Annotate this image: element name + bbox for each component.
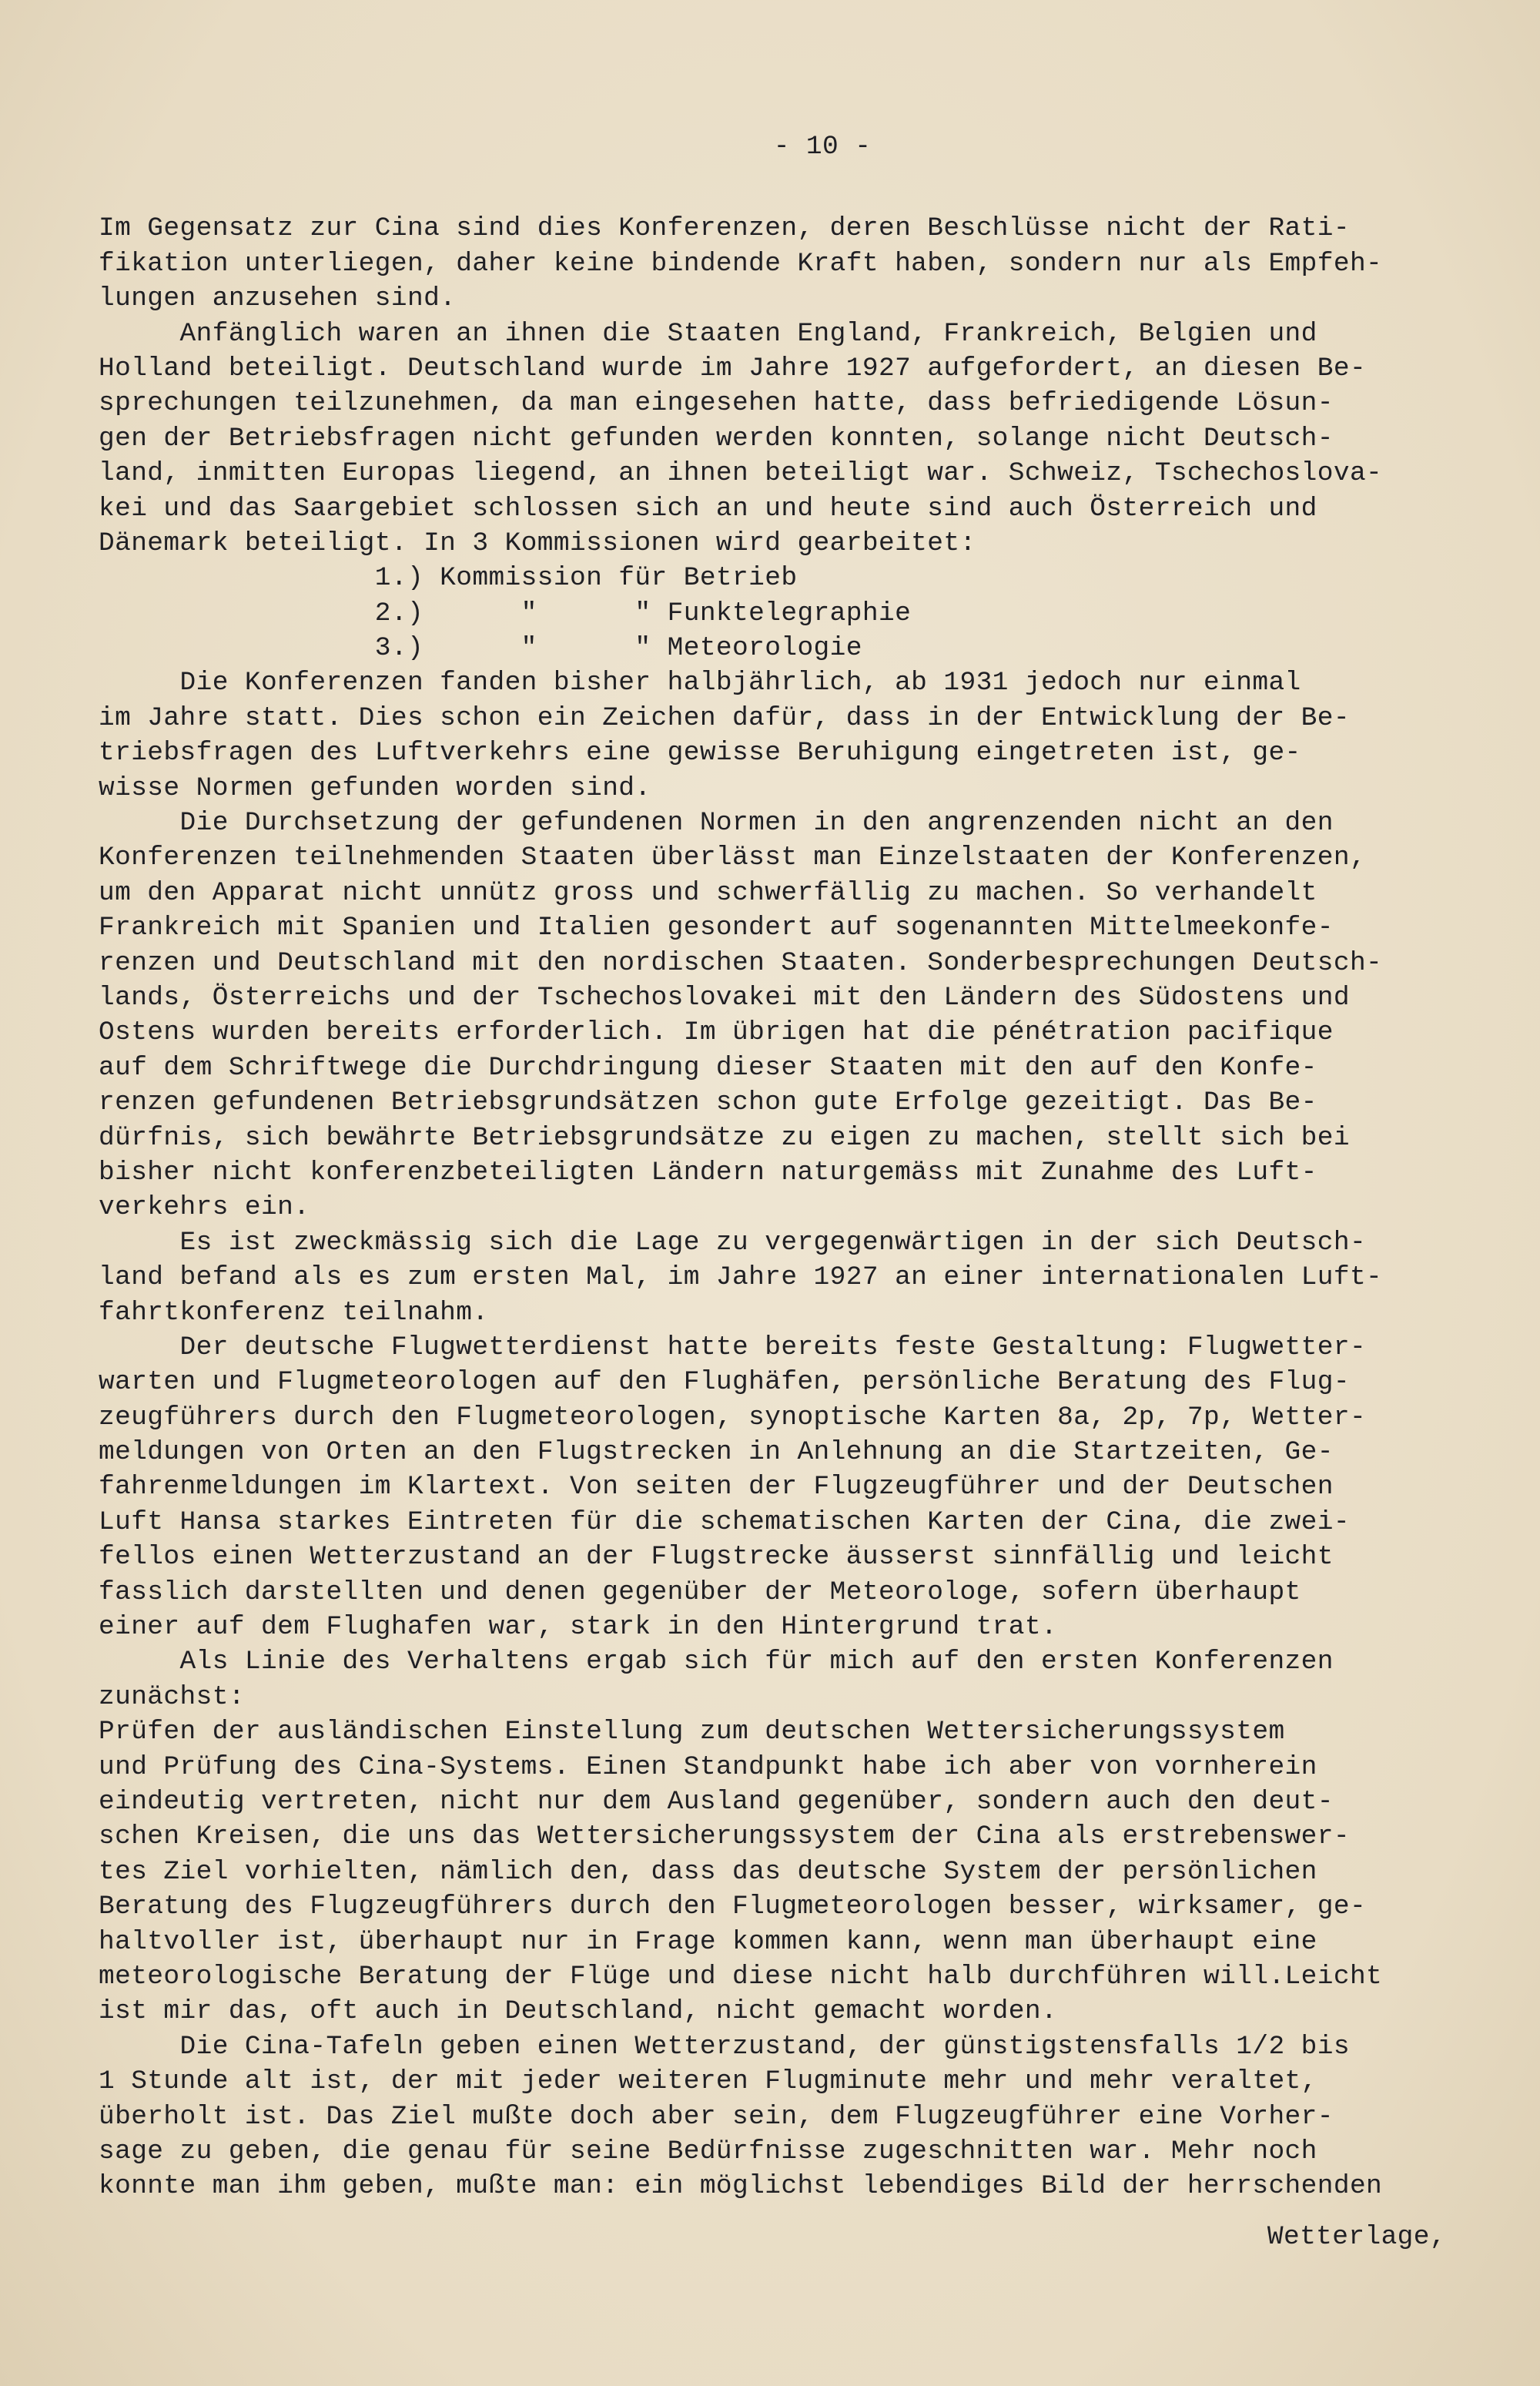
text-line: land befand als es zum ersten Mal, im Jahre 1927 an einer internationalen Luft- (99, 1262, 1383, 1293)
text-line: meldungen von Orten an den Flugstrecken in Anlehnung an die Startzeiten, Ge- (99, 1437, 1334, 1468)
text-line: Dänemark beteiligt. In 3 Kommissionen wird gearbeitet: (99, 528, 976, 558)
body-text (99, 211, 1477, 2203)
text-line: wisse Normen gefunden worden sind. (99, 772, 651, 803)
text-line: Frankreich mit Spanien und Italien gesondert auf sogenannten Mittelmeekonfe- (99, 913, 1334, 943)
text-line: zeugführers durch den Flugmeteorologen, synoptische Karten 8a, 2p, 7p, Wetter- (99, 1402, 1367, 1433)
text-line: fikation unterliegen, daher keine bindende Kraft haben, sondern nur als Empfeh- (99, 248, 1383, 279)
text-line: überholt ist. Das Ziel mußte doch aber sein, dem Flugzeugführer eine Vorher- (99, 2101, 1334, 2132)
text-line: dürfnis, sich bewährte Betriebsgrundsätze zu eigen zu machen, stellt sich bei (99, 1122, 1350, 1153)
text-line: lands, Österreichs und der Tschechoslovakei mit den Ländern des Südostens und (99, 983, 1350, 1013)
text-line: 1 Stunde alt ist, der mit jeder weiteren Flugminute mehr und mehr veraltet, (99, 2066, 1317, 2097)
text-line: einer auf dem Flughafen war, stark in den Hintergrund trat. (99, 1612, 1058, 1643)
text-line: Die Cina-Tafeln geben einen Wetterzustand, der günstigstensfalls 1/2 bis (99, 2031, 1350, 2062)
text-line: auf dem Schriftwege die Durchdringung dieser Staaten mit den auf den Konfe- (99, 1052, 1317, 1083)
text-line: Prüfen der ausländischen Einstellung zum deutschen Wettersicherungssystem (99, 1717, 1285, 1748)
text-line: renzen und Deutschland mit den nordischen Staaten. Sonderbesprechungen Deutsch- (99, 947, 1383, 978)
text-line: zunächst: (99, 1681, 245, 1712)
text-line: ist mir das, oft auch in Deutschland, nicht gemacht worden. (99, 1996, 1058, 2027)
text-line: sprechungen teilzunehmen, da man eingesehen hatte, dass befriedigende Lösun- (99, 388, 1334, 419)
text-line: und Prüfung des Cina-Systems. Einen Standpunkt habe ich aber von vornherein (99, 1751, 1317, 1782)
text-line: 3.) " " Meteorologie (99, 633, 862, 664)
text-line: um den Apparat nicht unnütz gross und schwerfällig zu machen. So verhandelt (99, 877, 1317, 908)
text-line: 1.) Kommission für Betrieb (99, 563, 798, 594)
text-line: Anfänglich waren an ihnen die Staaten England, Frankreich, Belgien und (99, 318, 1317, 349)
text-line: renzen gefundenen Betriebsgrundsätzen schon gute Erfolge gezeitigt. Das Be- (99, 1087, 1317, 1118)
text-line: gen der Betriebsfragen nicht gefunden werden konnten, solange nicht Deutsch- (99, 423, 1334, 454)
text-line: sage zu geben, die genau für seine Bedürfnisse zugeschnitten war. Mehr noch (99, 2136, 1317, 2167)
text-line: fahrtkonferenz teilnahm. (99, 1297, 489, 1328)
page-number: - 10 - (773, 132, 872, 162)
text-line: tes Ziel vorhielten, nämlich den, dass das deutsche System der persönlichen (99, 1856, 1317, 1887)
text-line: Die Konferenzen fanden bisher halbjährlich, ab 1931 jedoch nur einmal (99, 668, 1301, 699)
text-line: Als Linie des Verhaltens ergab sich für mich auf den ersten Konferenzen (99, 1647, 1334, 1677)
text-line: lungen anzusehen sind. (99, 283, 457, 314)
text-line: Konferenzen teilnehmenden Staaten überlässt man Einzelstaaten der Konferenzen, (99, 843, 1367, 873)
text-line: Die Durchsetzung der gefundenen Normen in den angrenzenden nicht an den (99, 808, 1334, 839)
text-line: kei und das Saargebiet schlossen sich an und heute sind auch Österreich und (99, 493, 1317, 524)
text-line: im Jahre statt. Dies schon ein Zeichen dafür, dass in der Entwicklung der Be- (99, 702, 1350, 733)
catchword: Wetterlage, (1267, 2221, 1446, 2252)
text-line: haltvoller ist, überhaupt nur in Frage kommen kann, wenn man überhaupt eine (99, 1926, 1317, 1957)
text-line: Ostens wurden bereits erforderlich. Im übrigen hat die pénétration pacifique (99, 1017, 1334, 1048)
text-line: fellos einen Wetterzustand an der Flugstrecke äusserst sinnfällig und leicht (99, 1542, 1334, 1573)
text-line: fahrenmeldungen im Klartext. Von seiten der Flugzeugführer und der Deutschen (99, 1472, 1334, 1503)
text-line: bisher nicht konferenzbeteiligten Ländern naturgemäss mit Zunahme des Luft- (99, 1157, 1317, 1188)
text-line: land, inmitten Europas liegend, an ihnen beteiligt war. Schweiz, Tschechoslova- (99, 458, 1383, 489)
text-line: eindeutig vertreten, nicht nur dem Ausland gegenüber, sondern auch den deut- (99, 1786, 1334, 1817)
text-line: fasslich darstellten und denen gegenüber der Meteorologe, sofern überhaupt (99, 1577, 1301, 1607)
text-line: Im Gegensatz zur Cina sind dies Konferenzen, deren Beschlüsse nicht der Rati- (99, 213, 1350, 244)
typewritten-text-block (99, 123, 1477, 2254)
text-line: schen Kreisen, die uns das Wettersicherungssystem der Cina als erstrebenswer- (99, 1821, 1350, 1852)
text-line: Es ist zweckmässig sich die Lage zu vergegenwärtigen in der sich Deutsch- (99, 1227, 1367, 1258)
text-line: verkehrs ein. (99, 1192, 310, 1223)
text-line: triebsfragen des Luftverkehrs eine gewisse Beruhigung eingetreten ist, ge- (99, 738, 1301, 769)
text-line: Der deutsche Flugwetterdienst hatte bereits feste Gestaltung: Flugwetter- (99, 1332, 1367, 1362)
text-line: 2.) " " Funktelegraphie (99, 598, 912, 628)
text-line: meteorologische Beratung der Flüge und diese nicht halb durchführen will.Leicht (99, 1961, 1383, 1992)
text-line: konnte man ihm geben, mußte man: ein möglichst lebendiges Bild der herrschenden (99, 2171, 1383, 2202)
text-line: Luft Hansa starkes Eintreten für die schematischen Karten der Cina, die zwei- (99, 1506, 1350, 1537)
text-line: warten und Flugmeteorologen auf den Flughäfen, persönliche Beratung des Flug- (99, 1367, 1350, 1398)
text-line: Holland beteiligt. Deutschland wurde im Jahre 1927 aufgefordert, an diesen Be- (99, 353, 1367, 384)
text-line: Beratung des Flugzeugführers durch den Flugmeteorologen besser, wirksamer, ge- (99, 1892, 1367, 1922)
